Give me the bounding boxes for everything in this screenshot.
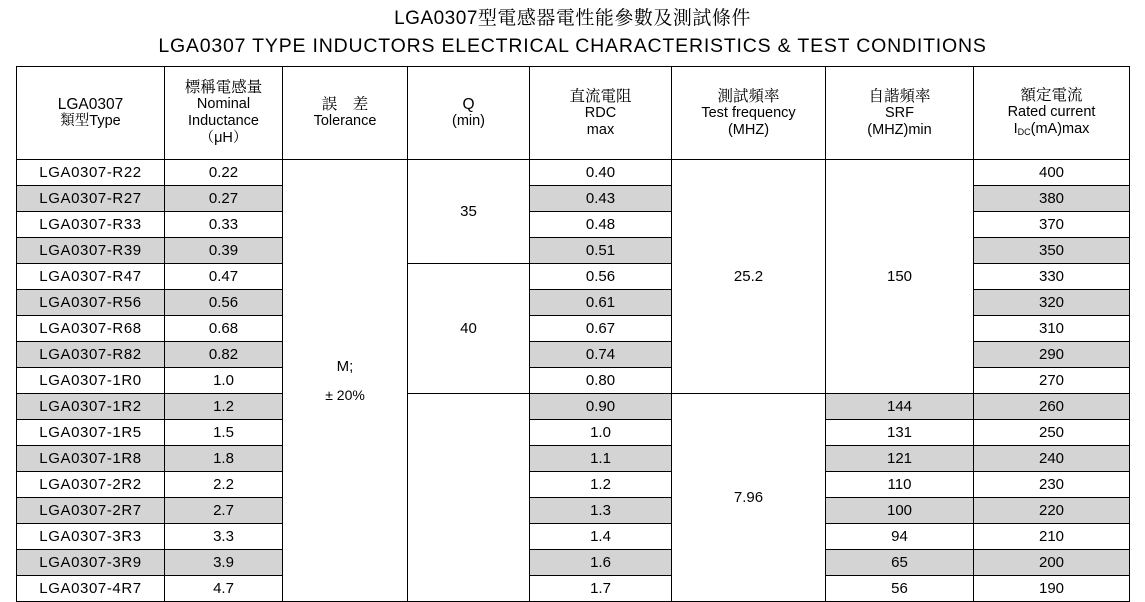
cell-rated-current: 350 — [974, 238, 1130, 264]
cell-inductance: 3.3 — [165, 524, 283, 550]
cell-rdc: 1.3 — [530, 498, 672, 524]
header-test-frequency-cn: 測試頻率 — [717, 87, 780, 105]
cell-inductance: 1.5 — [165, 420, 283, 446]
cell-rated-current: 220 — [974, 498, 1130, 524]
header-inductance — [165, 67, 283, 160]
cell-inductance: 2.2 — [165, 472, 283, 498]
tolerance-value — [283, 353, 407, 409]
cell-inductance: 3.9 — [165, 550, 283, 576]
cell-rated-current: 330 — [974, 264, 1130, 290]
header-type — [17, 67, 165, 160]
cell-q-group: 40 — [408, 264, 530, 394]
cell-q-group: 35 — [408, 160, 530, 264]
cell-inductance: 2.7 — [165, 498, 283, 524]
cell-type: LGA0307-R82 — [17, 342, 165, 368]
table-row — [17, 472, 1130, 498]
header-tolerance — [283, 67, 408, 160]
cell-rdc: 1.1 — [530, 446, 672, 472]
header-test-frequency — [672, 67, 826, 160]
cell-srf: 131 — [826, 420, 974, 446]
cell-srf: 100 — [826, 498, 974, 524]
table-header-row — [17, 67, 1130, 160]
table-row — [17, 498, 1130, 524]
header-rated-current-cn: 額定電流 — [1020, 87, 1083, 104]
cell-type: LGA0307-4R7 — [17, 576, 165, 602]
cell-inductance: 0.27 — [165, 186, 283, 212]
header-inductance-unit: （μH） — [199, 130, 248, 146]
table-row — [17, 420, 1130, 446]
header-type-en: 類型Type — [60, 113, 121, 129]
cell-rdc: 1.2 — [530, 472, 672, 498]
cell-type: LGA0307-1R5 — [17, 420, 165, 446]
cell-srf: 65 — [826, 550, 974, 576]
cell-rated-current: 200 — [974, 550, 1130, 576]
header-inductance-en: Nominal — [196, 96, 251, 112]
table-row — [17, 550, 1130, 576]
cell-inductance: 0.33 — [165, 212, 283, 238]
cell-srf: 121 — [826, 446, 974, 472]
cell-type: LGA0307-3R9 — [17, 550, 165, 576]
table-row — [17, 160, 1130, 186]
header-rdc-en: RDC — [584, 104, 617, 121]
cell-rdc: 0.80 — [530, 368, 672, 394]
table-row — [17, 394, 1130, 420]
cell-rated-current: 270 — [974, 368, 1130, 394]
tolerance-percent: ± 20% — [325, 386, 365, 403]
table-row — [17, 524, 1130, 550]
header-srf-en: SRF — [885, 104, 914, 121]
cell-inductance: 1.2 — [165, 394, 283, 420]
cell-srf: 56 — [826, 576, 974, 602]
cell-type: LGA0307-2R2 — [17, 472, 165, 498]
cell-rdc: 1.7 — [530, 576, 672, 602]
header-current-subscript: DC — [1017, 127, 1031, 137]
cell-rdc: 1.4 — [530, 524, 672, 550]
cell-inductance: 0.82 — [165, 342, 283, 368]
cell-srf-group: 150 — [826, 160, 974, 394]
header-rated-current-unit — [974, 121, 1129, 139]
cell-rdc: 0.51 — [530, 238, 672, 264]
header-current-tail: (mA)max — [1030, 121, 1090, 137]
cell-rated-current: 380 — [974, 186, 1130, 212]
cell-inductance: 0.68 — [165, 316, 283, 342]
cell-type: LGA0307-2R7 — [17, 498, 165, 524]
header-rated-current-en: Rated current — [1007, 104, 1096, 120]
cell-rated-current: 250 — [974, 420, 1130, 446]
table-row — [17, 446, 1130, 472]
cell-inductance: 4.7 — [165, 576, 283, 602]
cell-type: LGA0307-R33 — [17, 212, 165, 238]
cell-srf: 110 — [826, 472, 974, 498]
title-block — [16, 0, 1129, 60]
header-rdc — [530, 67, 672, 160]
cell-type: LGA0307-1R0 — [17, 368, 165, 394]
cell-rated-current: 210 — [974, 524, 1130, 550]
cell-srf: 94 — [826, 524, 974, 550]
cell-rated-current: 190 — [974, 576, 1130, 602]
cell-rdc: 0.74 — [530, 342, 672, 368]
header-srf-cn: 自諧頻率 — [868, 87, 931, 105]
cell-rdc: 0.90 — [530, 394, 672, 420]
cell-rated-current: 320 — [974, 290, 1130, 316]
header-current-symbol: I — [1013, 121, 1018, 137]
cell-rated-current: 370 — [974, 212, 1130, 238]
cell-rated-current: 260 — [974, 394, 1130, 420]
cell-inductance: 0.47 — [165, 264, 283, 290]
cell-rated-current: 240 — [974, 446, 1130, 472]
cell-type: LGA0307-R68 — [17, 316, 165, 342]
header-type-cn: LGA0307 — [57, 96, 124, 113]
table-row — [17, 576, 1130, 602]
cell-test-frequency-group: 7.96 — [672, 394, 826, 602]
cell-type: LGA0307-R27 — [17, 186, 165, 212]
page-title-english: LGA0307 TYPE INDUCTORS ELECTRICAL CHARACTERISTICS & TEST CONDITIONS — [158, 35, 987, 57]
cell-inductance: 0.56 — [165, 290, 283, 316]
header-q-label: Q — [462, 96, 475, 113]
cell-rdc: 0.67 — [530, 316, 672, 342]
cell-type: LGA0307-R47 — [17, 264, 165, 290]
cell-rdc: 1.0 — [530, 420, 672, 446]
cell-rdc: 0.43 — [530, 186, 672, 212]
cell-rated-current: 230 — [974, 472, 1130, 498]
cell-type: LGA0307-1R8 — [17, 446, 165, 472]
header-inductance-en2: Inductance — [188, 113, 259, 129]
table-body — [17, 160, 1130, 602]
header-srf-unit: (MHZ)min — [867, 121, 932, 138]
cell-inductance: 1.0 — [165, 368, 283, 394]
cell-rdc: 0.61 — [530, 290, 672, 316]
cell-test-frequency-group: 25.2 — [672, 160, 826, 394]
cell-inductance: 1.8 — [165, 446, 283, 472]
header-tolerance-cn: 誤 差 — [321, 96, 369, 113]
cell-inductance: 0.22 — [165, 160, 283, 186]
cell-rdc: 1.6 — [530, 550, 672, 576]
header-inductance-cn: 標稱電感量 — [184, 79, 263, 96]
header-test-frequency-unit: (MHZ) — [727, 121, 770, 138]
cell-type: LGA0307-1R2 — [17, 394, 165, 420]
cell-rdc: 0.48 — [530, 212, 672, 238]
specification-table — [16, 66, 1130, 602]
cell-type: LGA0307-R56 — [17, 290, 165, 316]
cell-srf: 144 — [826, 394, 974, 420]
header-rated-current — [974, 67, 1130, 160]
cell-tolerance — [283, 160, 408, 602]
header-test-frequency-en: Test frequency — [701, 104, 796, 121]
cell-rated-current: 290 — [974, 342, 1130, 368]
tolerance-code: M; — [336, 357, 354, 375]
header-q — [408, 67, 530, 160]
cell-inductance: 0.39 — [165, 238, 283, 264]
header-q-min: (min) — [451, 113, 486, 129]
cell-rated-current: 400 — [974, 160, 1130, 186]
cell-type: LGA0307-R22 — [17, 160, 165, 186]
header-srf — [826, 67, 974, 160]
cell-rdc: 0.40 — [530, 160, 672, 186]
header-rdc-cn: 直流電阻 — [569, 87, 632, 105]
header-rdc-max: max — [586, 121, 615, 138]
cell-type: LGA0307-R39 — [17, 238, 165, 264]
cell-q-empty — [408, 394, 530, 602]
header-tolerance-en: Tolerance — [313, 113, 377, 129]
page-title-chinese: LGA0307型電感器電性能參數及測試條件 — [394, 8, 751, 29]
cell-rdc: 0.56 — [530, 264, 672, 290]
cell-type: LGA0307-3R3 — [17, 524, 165, 550]
cell-rated-current: 310 — [974, 316, 1130, 342]
